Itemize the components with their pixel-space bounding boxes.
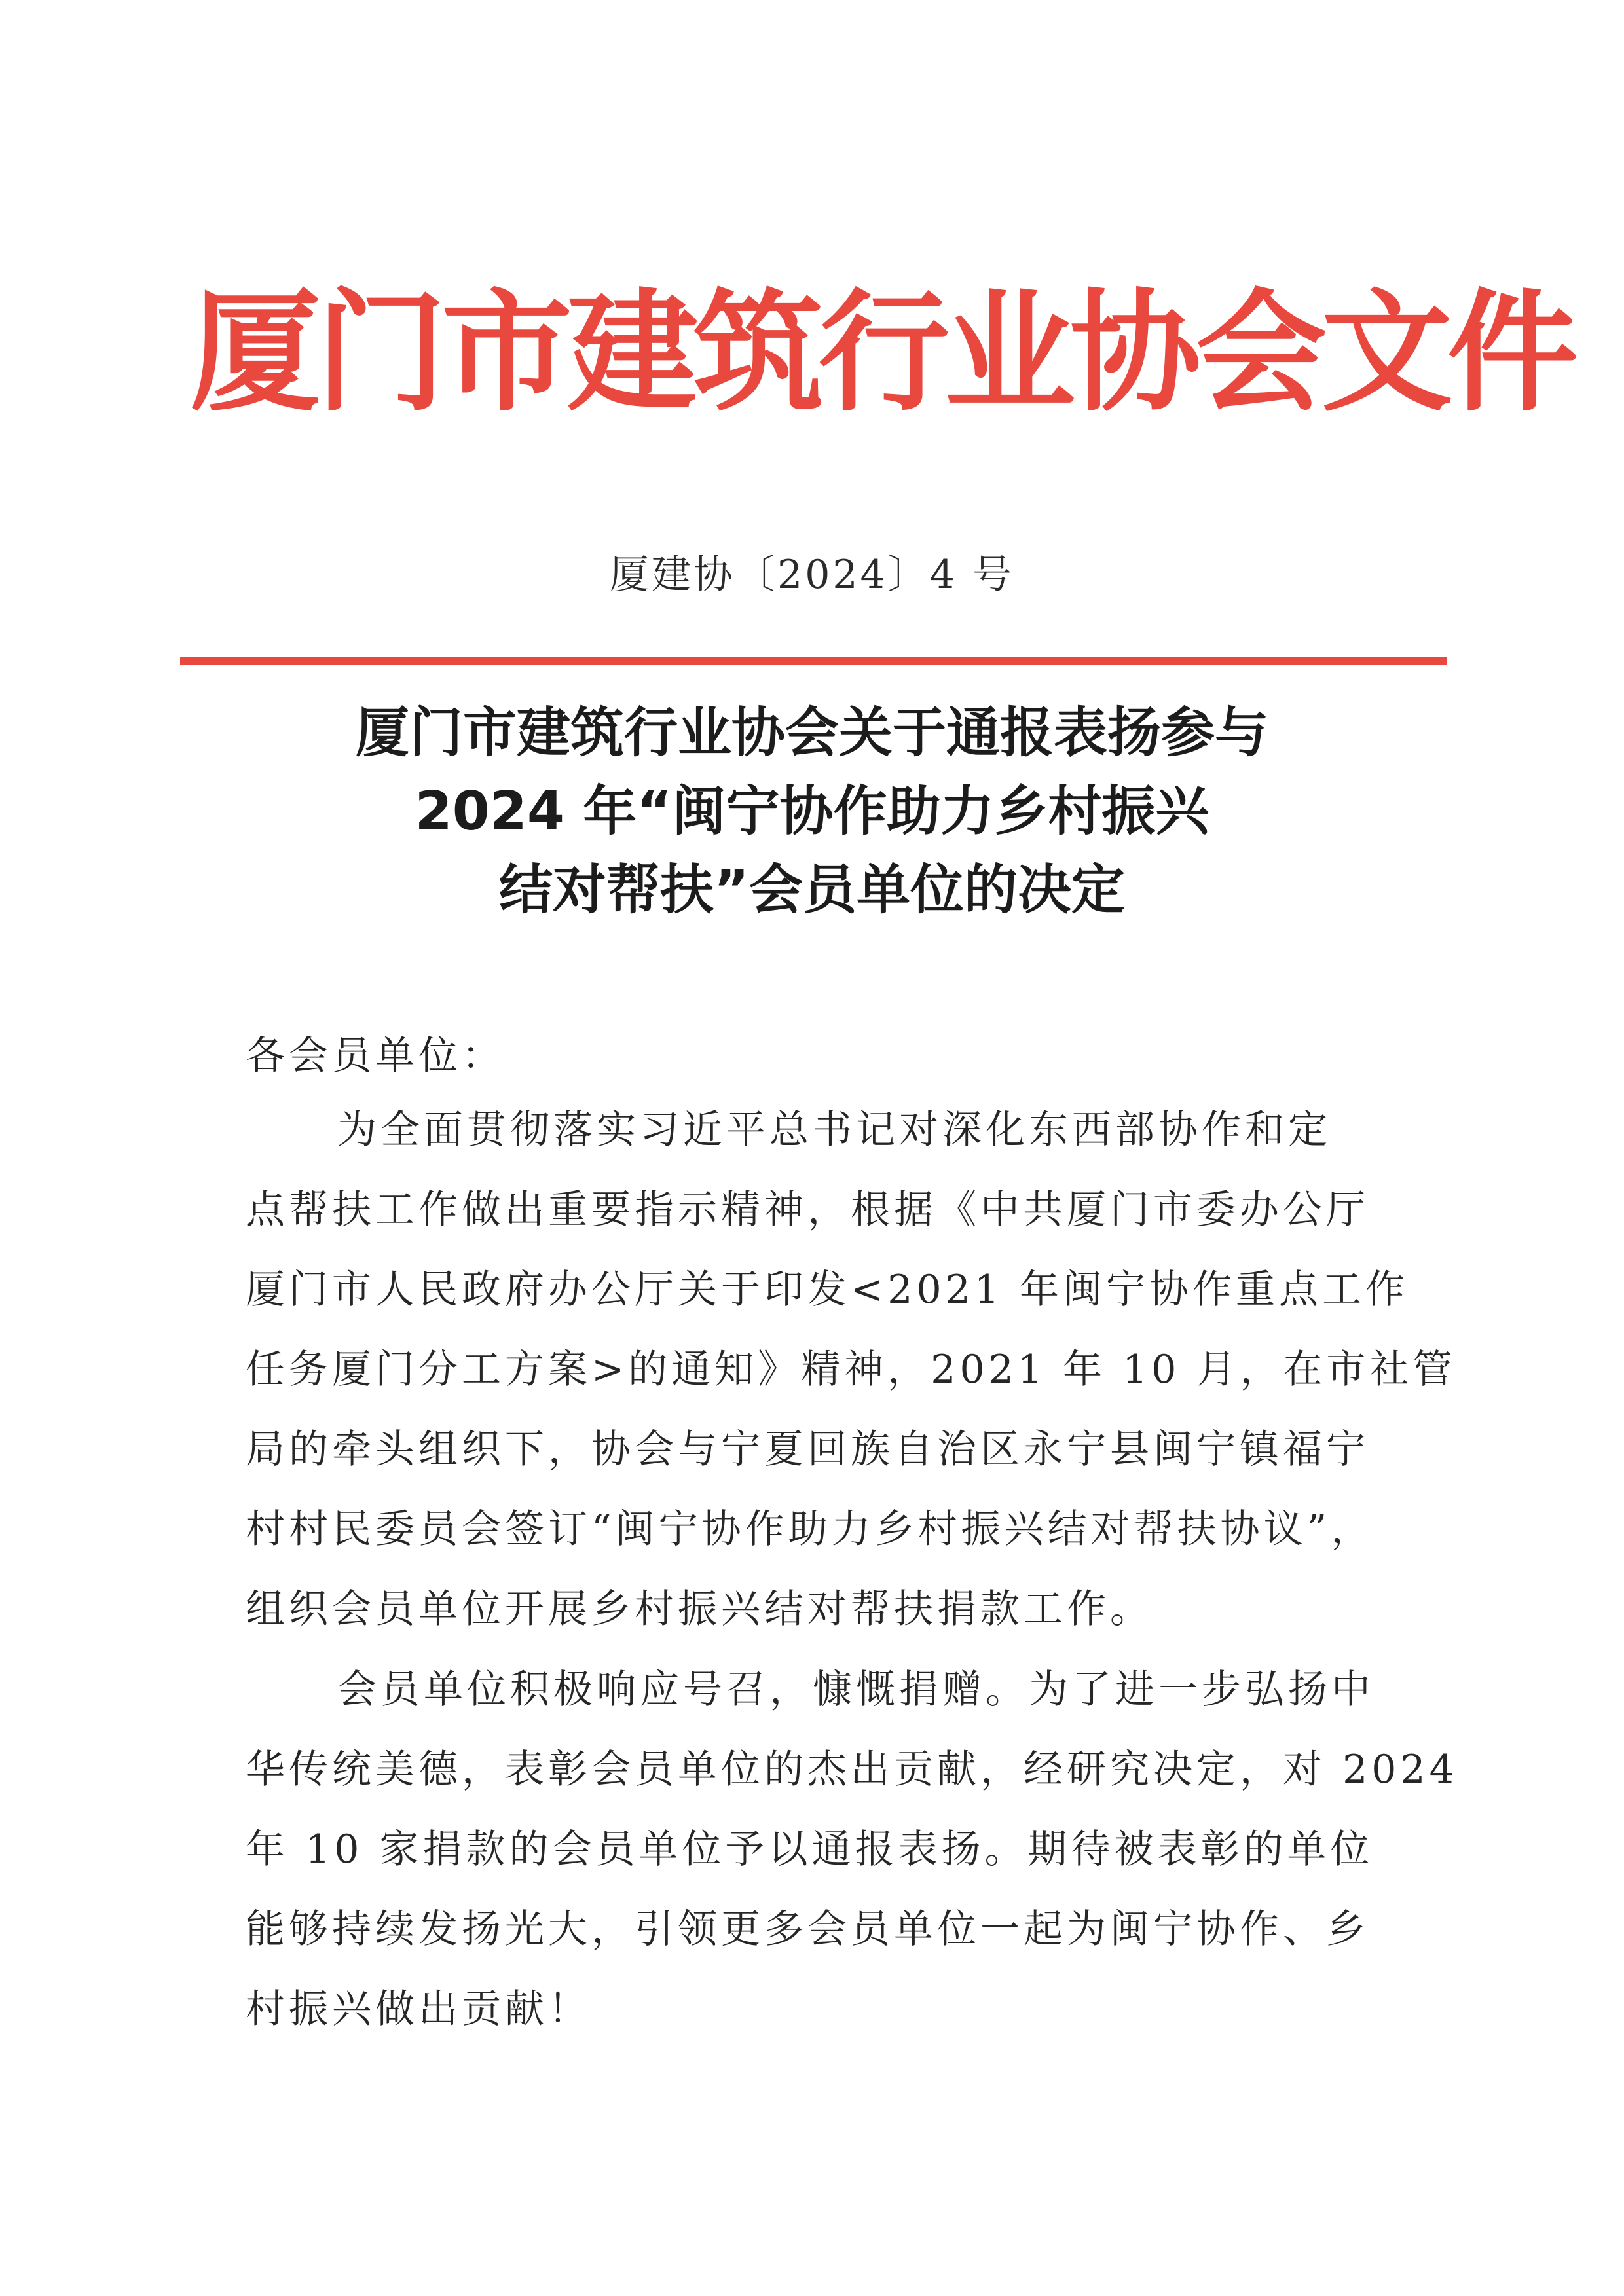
paragraph-line: 任务厦门分工方案>的通知》精神，2021 年 10 月，在市社管 — [246, 1347, 1456, 1393]
body-paragraph-1 — [246, 1090, 1456, 1649]
title-line-3: 结对帮扶”会员单位的决定 — [499, 859, 1125, 921]
document-title — [0, 694, 1624, 930]
title-line-2: 2024 年“闽宁协作助力乡村振兴 — [415, 780, 1209, 843]
paragraph-line: 厦门市人民政府办公厅关于印发<2021 年闽宁协作重点工作 — [246, 1267, 1409, 1313]
document-number: 厦建协〔2024〕4 号 — [610, 552, 1014, 598]
paragraph-line: 组织会员单位开展乡村振兴结对帮扶捐款工作。 — [246, 1586, 1153, 1632]
paragraph-line: 为全面贯彻落实习近平总书记对深化东西部协作和定 — [337, 1107, 1331, 1153]
paragraph-line: 年 10 家捐款的会员单位予以通报表扬。期待被表彰的单位 — [246, 1827, 1374, 1872]
paragraph-line: 局的牵头组织下，协会与宁夏回族自治区永宁县闽宁镇福宁 — [246, 1427, 1369, 1472]
letterhead-divider — [180, 657, 1447, 665]
paragraph-line: 华传统美德，表彰会员单位的杰出贡献，经研究决定，对 2024 — [246, 1747, 1458, 1793]
title-line-1: 厦门市建筑行业协会关于通报表扬参与 — [355, 702, 1268, 764]
salutation: 各会员单位： — [246, 1033, 505, 1079]
paragraph-line: 村村民委员会签订“闽宁协作助力乡村振兴结对帮扶协议”， — [246, 1506, 1375, 1552]
paragraph-line: 能够持续发扬光大，引领更多会员单位一起为闽宁协作、乡 — [246, 1906, 1369, 1952]
letterhead-title: 厦门市建筑行业协会文件 — [190, 277, 1574, 429]
paragraph-line: 村振兴做出贡献！ — [246, 1986, 591, 2032]
paragraph-line: 会员单位积极响应号召，慷慨捐赠。为了进一步弘扬中 — [337, 1667, 1375, 1713]
paragraph-line: 点帮扶工作做出重要指示精神，根据《中共厦门市委办公厅 — [246, 1187, 1369, 1233]
body-paragraph-2 — [246, 1650, 1458, 2049]
